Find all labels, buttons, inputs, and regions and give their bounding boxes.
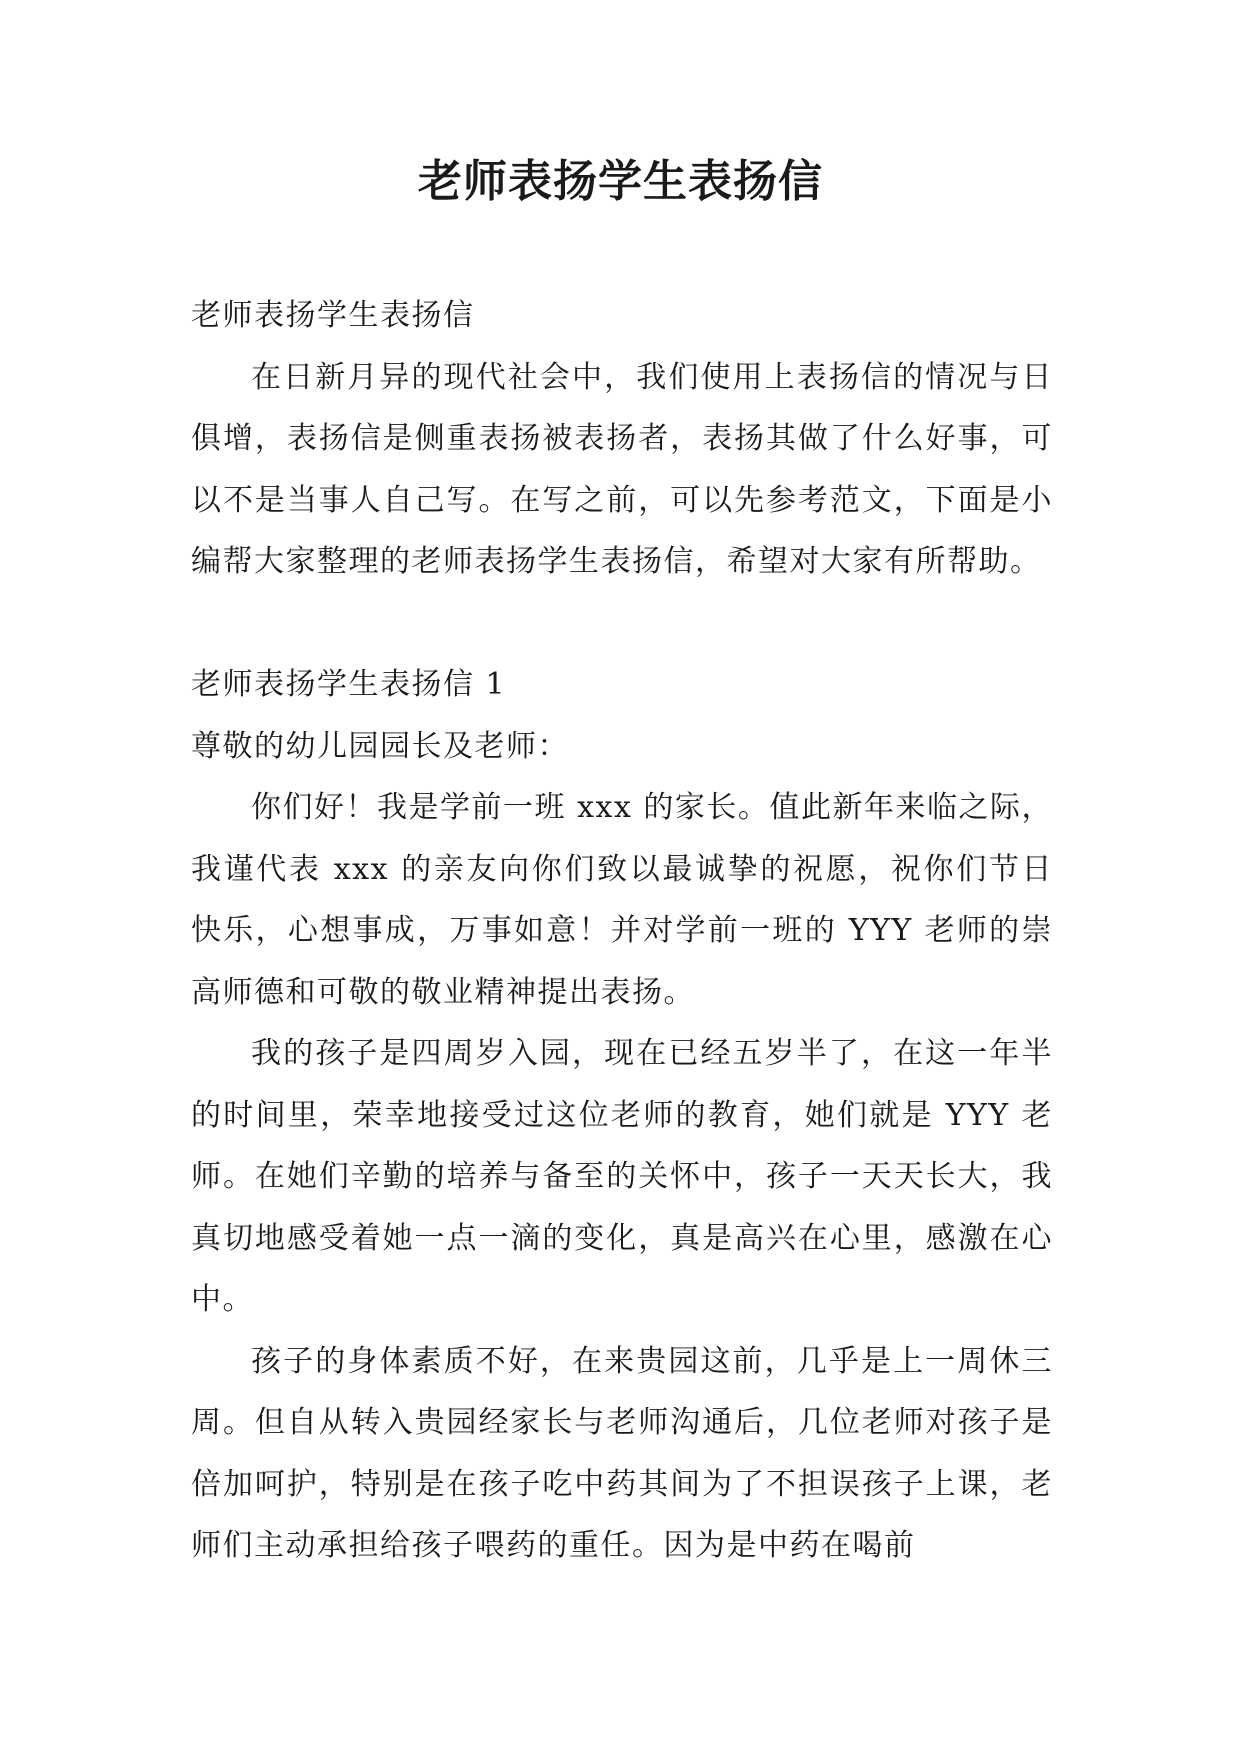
- document-body: [191, 285, 1053, 1577]
- section-heading: 老师表扬学生表扬信 1: [191, 667, 507, 702]
- body-paragraph: 孩子的身体素质不好，在来贵园这前，几乎是上一周休三周。但自从转入贵园经家长与老师沟通后，几位老师对孩子是倍加呵护，特别是在孩子吃中药其间为了不担误孩子上课，老师们主动承担给孩子喂药的重任。因为是中药在喝前: [191, 1343, 1053, 1563]
- letter-salutation: 尊敬的幼儿园园长及老师：: [191, 728, 569, 764]
- section-spacer: [191, 593, 1053, 655]
- document-subtitle: 老师表扬学生表扬信: [191, 298, 475, 333]
- body-paragraph: 你们好！我是学前一班 xxx 的家长。值此新年来临之际，我谨代表 xxx 的亲友向你们致以最诚挚的祝愿，祝你们节日快乐，心想事成，万事如意！并对学前一班的 YYY 老师的崇高师德和可敬的敬业精神提出表扬。: [191, 790, 1053, 1010]
- body-paragraph: 我的孩子是四周岁入园，现在已经五岁半了，在这一年半的时间里，荣幸地接受过这位老师的教育，她们就是 YYY 老师。在她们辛勤的培养与备至的关怀中，孩子一天天长大，我真切地感受着她一点一滴的变化，真是高兴在心里，感激在心中。: [191, 1036, 1053, 1317]
- document-title: 老师表扬学生表扬信: [418, 156, 823, 207]
- intro-paragraph: 在日新月异的现代社会中，我们使用上表扬信的情况与日俱增，表扬信是侧重表扬被表扬者，表扬其做了什么好事，可以不是当事人自己写。在写之前，可以先参考范文，下面是小编帮大家整理的老师表扬学生表扬信，希望对大家有所帮助。: [191, 359, 1053, 579]
